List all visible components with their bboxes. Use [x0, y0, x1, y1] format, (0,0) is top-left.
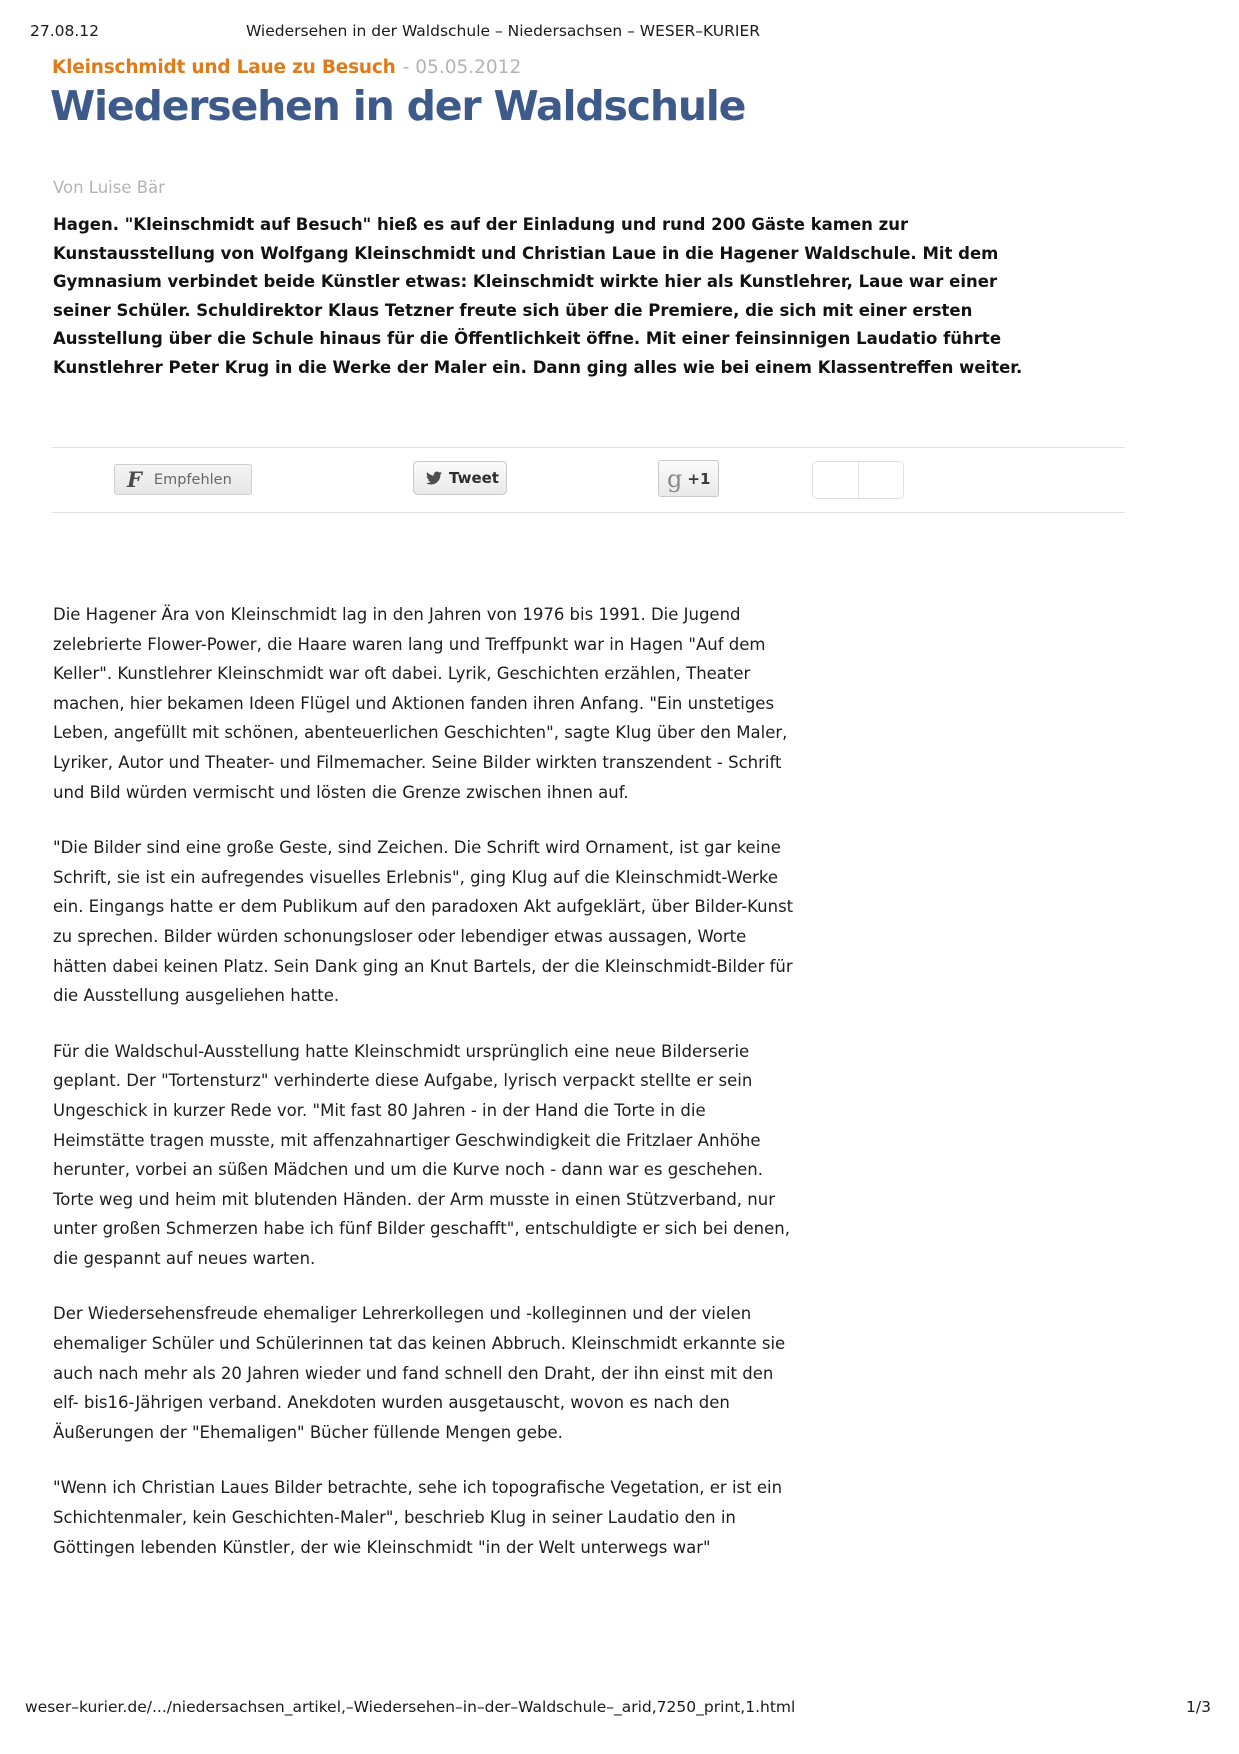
share-counter-cell	[859, 462, 904, 498]
twitter-bird-icon	[424, 470, 444, 486]
article-lead-paragraph: Hagen. "Kleinschmidt auf Besuch" hieß es auf der Einladung und rund 200 Gäste kamen zur Kunstausstellung von Wolfgang Kleinschmidt und Christian Laue in die Hagener Waldschule. Mit dem Gymnasium verbindet beide Künstler etwas: Kleinschmidt wirkte hier als Kunstlehrer, Laue war einer seiner Schüler. Schuldirektor Klaus Tetzner freute sich über die Premiere, die sich mit einer ersten Ausstellung über die Schule hinaus für die Öffentlichkeit öffne. Mit einer feinsinnigen Laudatio führte Kunstlehrer Peter Krug in die Werke der Maler ein. Dann ging alles wie bei einem Klassentreffen weiter.	[53, 215, 1023, 377]
tweet-button[interactable]	[413, 461, 507, 495]
facebook-recommend-label: Empfehlen	[153, 471, 232, 488]
facebook-recommend-button[interactable]	[114, 464, 252, 495]
plus-one-label: +1	[687, 469, 711, 488]
page-number: 1/3	[1186, 1698, 1211, 1716]
print-date: 27.08.12	[30, 22, 100, 40]
article-date: - 05.05.2012	[402, 57, 522, 78]
article-paragraph: Der Wiedersehensfreude ehemaliger Lehrerkollegen und -kolleginnen und der vielen ehemaliger Schüler und Schülerinnen tat das keinen Abbruch. Kleinschmidt erkannte sie auch nach mehr als 20 Jahren wieder und fand schnell den Draht, der ihn einst mit den elf- bis16-Jährigen verband. Anekdoten wurden ausgetauscht, wovon es nach den Äußerungen der "Ehemaligen" Bücher füllende Mengen gebe.	[53, 1304, 786, 1442]
footer-url: weser–kurier.de/.../niedersachsen_artikel,–Wiedersehen–in–der–Waldschule–_arid,7250_print,1.html	[25, 1698, 796, 1716]
article-paragraph: Für die Waldschul-Ausstellung hatte Kleinschmidt ursprünglich eine neue Bilderserie geplant. Der "Tortensturz" verhinderte diese Aufgabe, lyrisch verpackt stellte er sein Ungeschick in kurzer Rede vor. "Mit fast 80 Jahren - in der Hand die Torte in die Heimstätte tragen musste, mit affenzahnartiger Geschwindigkeit die Fritzlaer Anhöhe herunter, vorbei an süßen Mädchen und um die Kurve noch - dann war es geschehen. Torte weg und heim mit blutenden Händen. der Arm musste in einen Stützverband, nur unter großen Schmerzen habe ich fünf Bilder geschafft", entschuldigte er sich bei denen, die gespannt auf neues warten.	[53, 1041, 790, 1268]
share-counter-widget[interactable]	[812, 461, 904, 499]
tweet-label: Tweet	[449, 469, 499, 487]
browser-print-footer	[0, 1698, 1239, 1722]
article-paragraph: "Wenn ich Christian Laues Bilder betrachte, sehe ich topografische Vegetation, er ist ein Schichtenmaler, kein Geschichten-Maler", beschrieb Klug in seiner Laudatio den in Göttingen lebenden Künstler, der wie Kleinschmidt "in der Welt unterwegs war"	[53, 1478, 783, 1557]
social-share-bar	[52, 447, 1125, 513]
article-byline: Von Luise Bär	[53, 178, 165, 197]
article-kicker: Kleinschmidt und Laue zu Besuch	[52, 57, 396, 78]
facebook-icon: F	[127, 467, 142, 492]
browser-print-header	[0, 20, 1239, 44]
article-title: Wiedersehen in der Waldschule	[50, 82, 746, 130]
print-header-title: Wiedersehen in der Waldschule – Niedersachsen – WESER–KURIER	[245, 22, 761, 40]
article-paragraph: "Die Bilder sind eine große Geste, sind Zeichen. Die Schrift wird Ornament, ist gar keine Schrift, sie ist ein aufregendes visuelles Erlebnis", ging Klug auf die Kleinschmidt-Werke ein. Eingangs hatte er dem Publikum auf den paradoxen Akt aufgeklärt, über Bilder-Kunst zu sprechen. Bilder würden schonungsloser oder lebendiger etwas aussagen, Worte hätten dabei keinen Platz. Sein Dank ging an Knut Bartels, der die Kleinschmidt-Bilder für die Ausstellung ausgeliehen hatte.	[53, 838, 794, 1006]
google-plus-one-button[interactable]	[658, 460, 719, 497]
article-body	[53, 600, 801, 1588]
article-paragraph: Die Hagener Ära von Kleinschmidt lag in den Jahren von 1976 bis 1991. Die Jugend zelebrierte Flower-Power, die Haare waren lang und Treffpunkt war in Hagen "Auf dem Keller". Kunstlehrer Kleinschmidt war oft dabei. Lyrik, Geschichten erzählen, Theater machen, hier bekamen Ideen Flügel und Aktionen fanden ihren Anfang. "Ein unstetiges Leben, angefüllt mit schönen, abenteuerlichen Geschichten", sagte Klug über den Maler, Lyriker, Autor und Theater- und Filmemacher. Seine Bilder wirkten transzendent - Schrift und Bild würden vermischt und lösten die Grenze zwischen ihnen auf.	[53, 605, 788, 802]
article-kicker-row	[52, 57, 521, 78]
share-counter-cell	[813, 462, 859, 498]
google-icon: g	[667, 464, 683, 493]
